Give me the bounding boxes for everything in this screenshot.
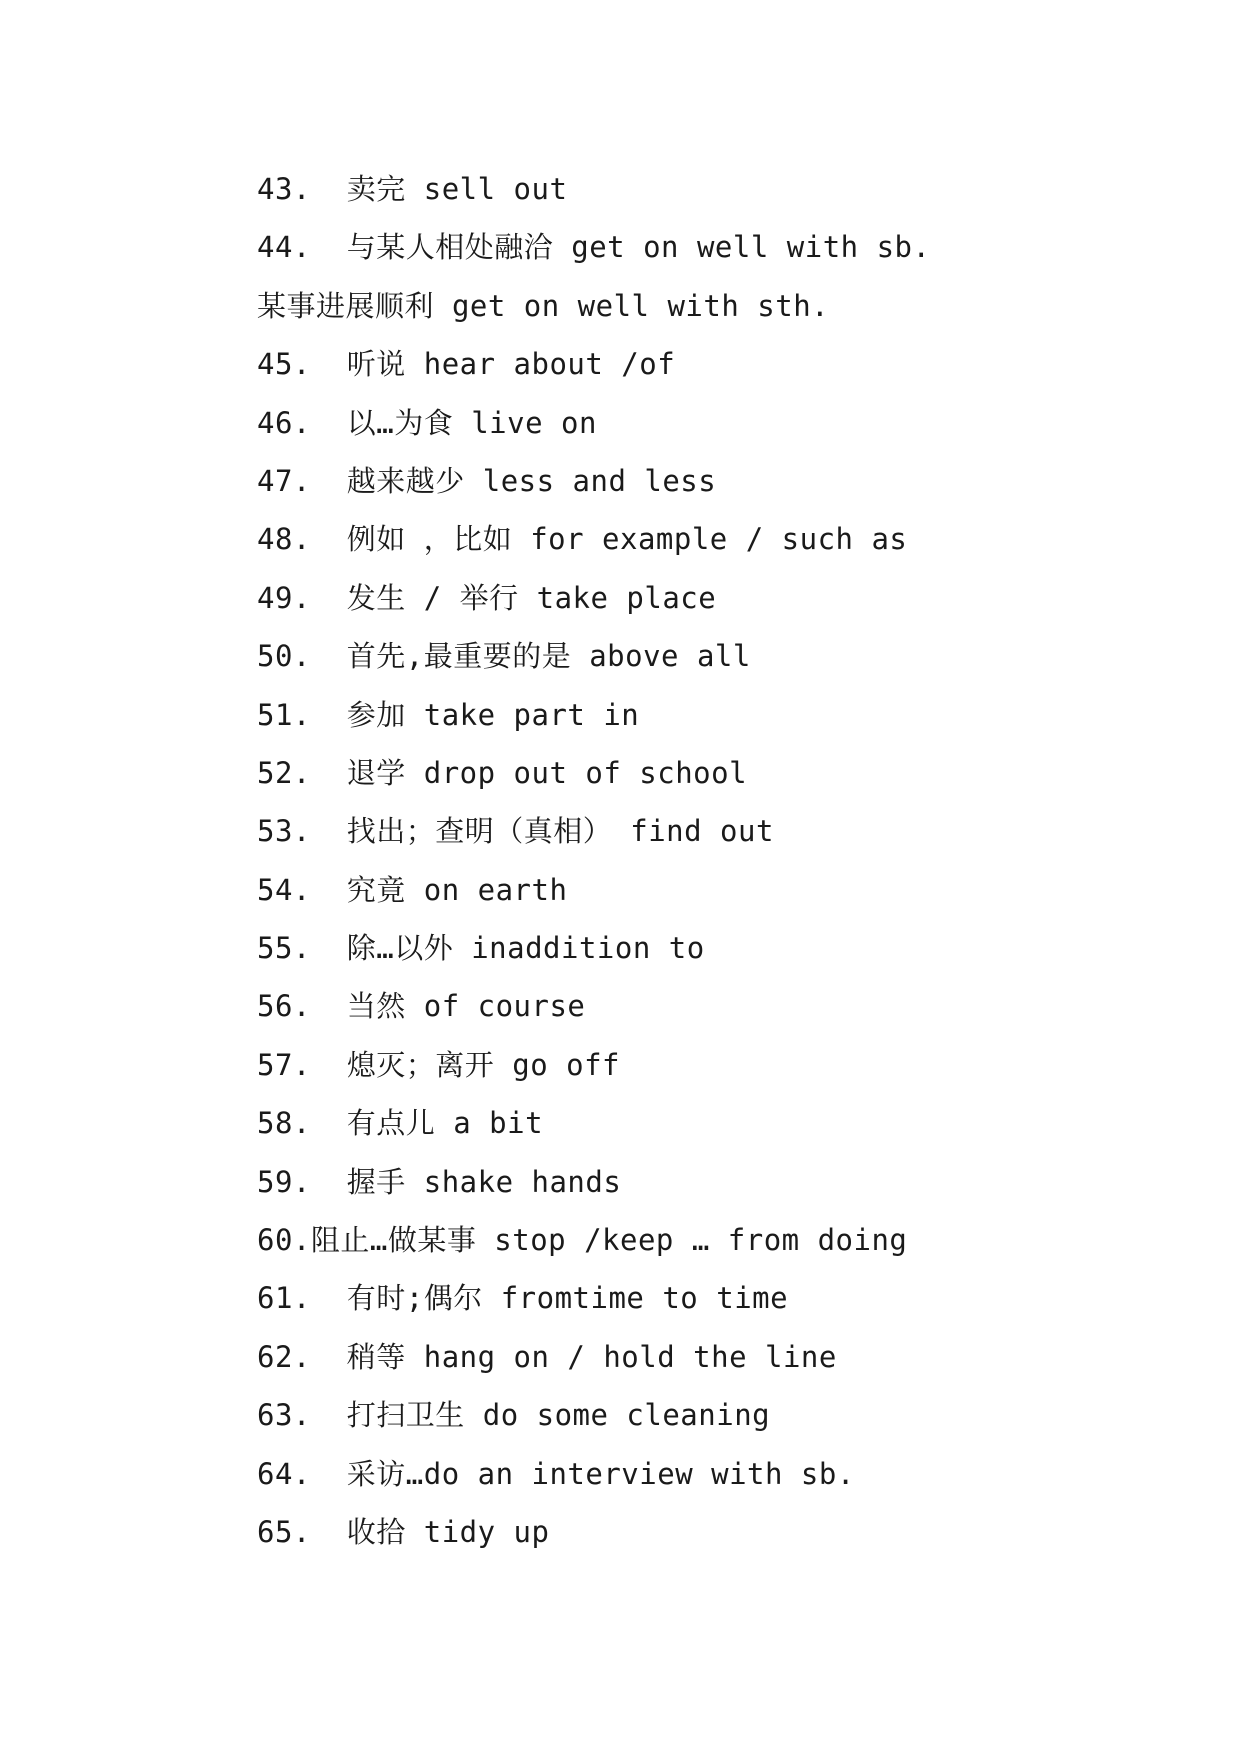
list-item: 50. 首先,最重要的是 above all: [257, 639, 751, 674]
phrase-list: [257, 160, 1157, 1561]
list-item: 63. 打扫卫生 do some cleaning: [257, 1398, 771, 1433]
list-item: 49. 发生 / 举行 take place: [257, 580, 717, 615]
list-item: 某事进展顺利 get on well with sth.: [257, 288, 830, 323]
list-item: 54. 究竟 on earth: [257, 872, 568, 907]
list-item: 48. 例如 ，比如 for example / such as: [257, 522, 908, 557]
list-item: 64. 采访…do an interview with sb.: [257, 1456, 855, 1491]
list-item: 52. 退学 drop out of school: [257, 755, 748, 790]
list-item: 51. 参加 take part in: [257, 697, 640, 732]
list-item: 53. 找出；查明（真相） find out: [257, 814, 774, 849]
list-item: 45. 听说 hear about /of: [257, 347, 676, 382]
list-item: 62. 稍等 hang on / hold the line: [257, 1339, 837, 1374]
list-item: 58. 有点儿 a bit: [257, 1106, 544, 1141]
list-item: 46. 以…为食 live on: [257, 405, 597, 440]
list-item: 61. 有时;偶尔 fromtime to time: [257, 1281, 789, 1316]
list-item: 65. 收拾 tidy up: [257, 1514, 550, 1549]
list-item: 59. 握手 shake hands: [257, 1164, 622, 1199]
list-item: 44. 与某人相处融洽 get on well with sb.: [257, 230, 931, 265]
list-item: 43. 卖完 sell out: [257, 172, 568, 206]
list-item: 56. 当然 of course: [257, 989, 586, 1024]
list-item: 60.阻止…做某事 stop /keep … from doing: [257, 1223, 908, 1258]
list-item: 55. 除…以外 inaddition to: [257, 931, 705, 966]
list-item: 57. 熄灭；离开 go off: [257, 1047, 621, 1082]
list-item: 47. 越来越少 less and less: [257, 463, 717, 498]
